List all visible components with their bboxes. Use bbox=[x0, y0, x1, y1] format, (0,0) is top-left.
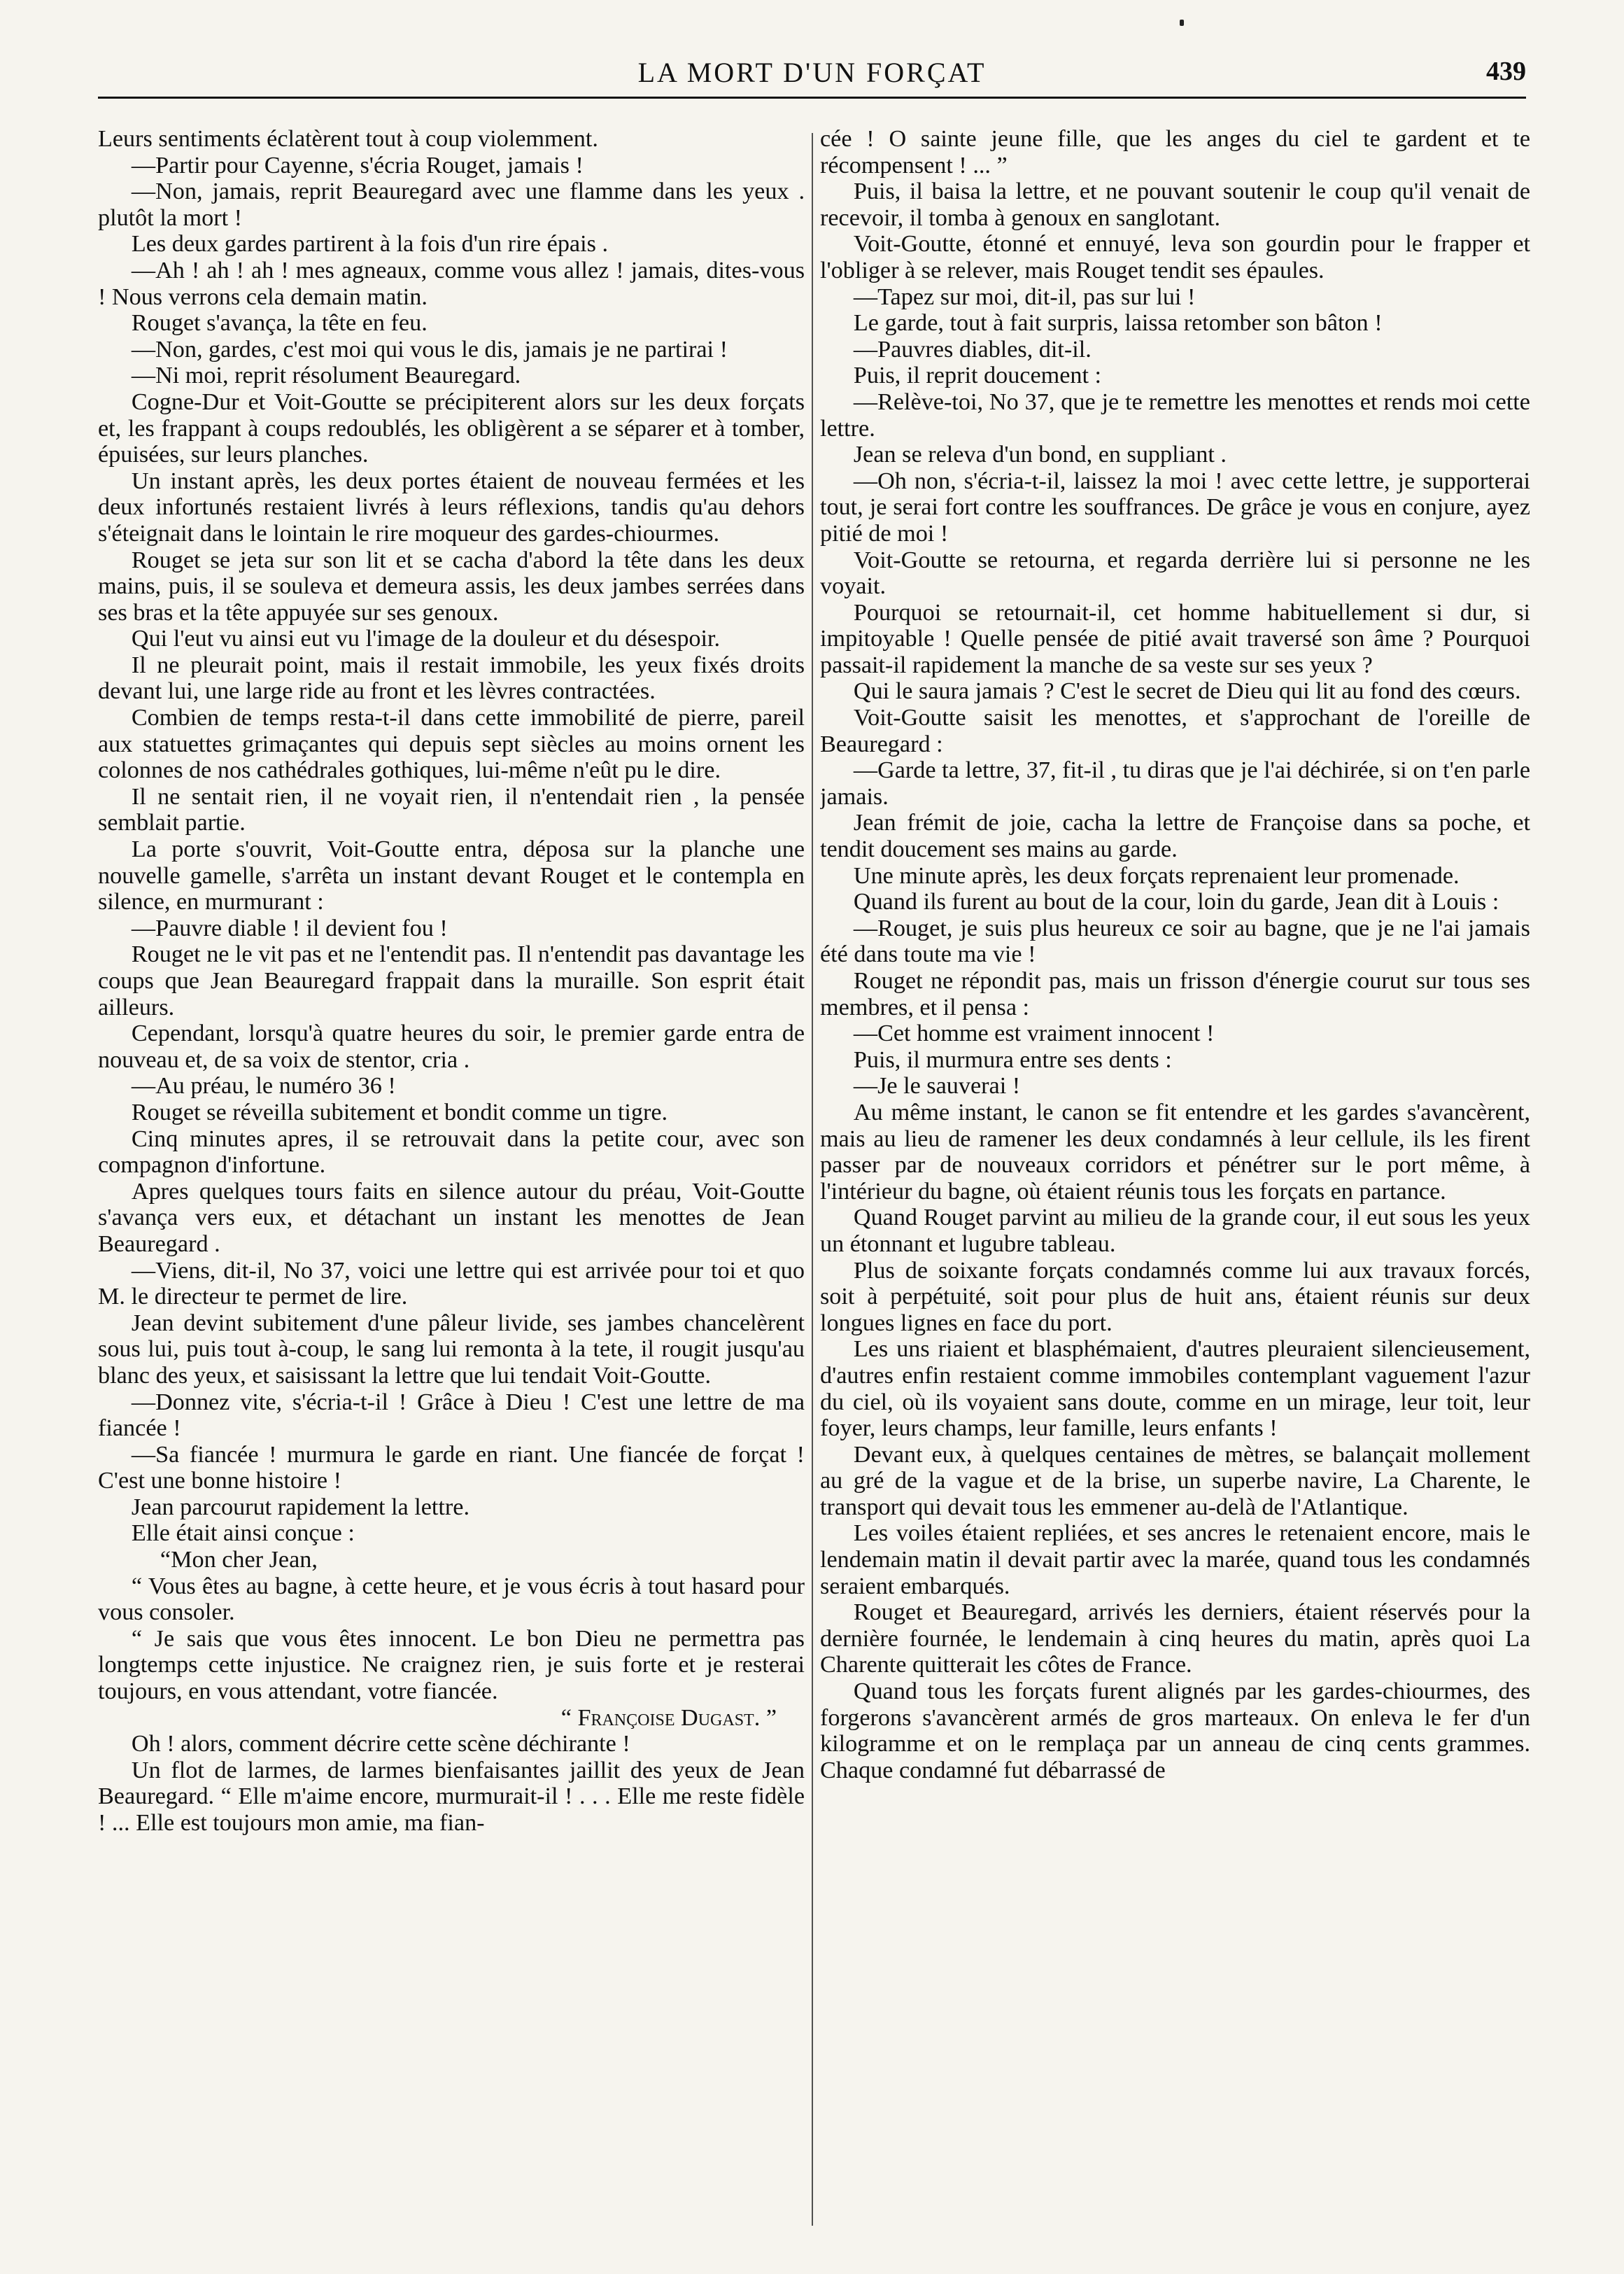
paragraph: Cinq minutes apres, il se retrouvait dans la petite cour, avec son compagnon d'infortune. bbox=[98, 1125, 805, 1179]
paragraph: —Ni moi, reprit résolument Beauregard. bbox=[131, 363, 521, 389]
paragraph: Le garde, tout à fait surpris, laissa retomber son bâton ! bbox=[853, 310, 1383, 337]
paragraph: Pourquoi se retournait-il, cet homme habituellement si dur, si impitoyable ! Quelle pensée de pitié avait traversé son âme ? Pourquoi passait-il rapidement la manche de sa veste sur ses yeux ? bbox=[820, 599, 1530, 678]
paragraph: Apres quelques tours faits en silence autour du préau, Voit-Goutte s'avança vers eux, et détachant un instant les menottes de Jean Beauregard . bbox=[98, 1178, 805, 1257]
paragraph: Rouget ne répondit pas, mais un frisson d'énergie courut sur tous ses membres, et il pensa : bbox=[820, 968, 1530, 1020]
paragraph: Quand tous les forçats furent alignés par les gardes-chiourmes, des forgerons s'avancèrent armés de gros marteaux. On enleva le fer d'un kilogramme et on le remplaça par un anneau de cinq cents grammes. Chaque condamné fut débarrassé de bbox=[820, 1678, 1530, 1783]
paragraph: Les deux gardes partirent à la fois d'un rire épais . bbox=[131, 231, 608, 258]
paragraph: Rouget ne le vit pas et ne l'entendit pas. Il n'entendit pas davantage les coups que Jean Beauregard frappait dans la muraille. Son esprit était ailleurs. bbox=[98, 941, 805, 1020]
paragraph: Rouget se jeta sur son lit et se cacha d'abord la tête dans les deux mains, puis, il se souleva et demeura assis, les deux jambes serrées dans ses bras et la tête appuyée sur ses genoux. bbox=[98, 547, 805, 626]
paragraph: Les voiles étaient repliées, et ses ancres le retenaient encore, mais le lendemain matin il devait partir avec la marée, quand tous les condamnés seraient embarqués. bbox=[820, 1520, 1530, 1599]
paragraph: —Partir pour Cayenne, s'écria Rouget, jamais ! bbox=[131, 152, 584, 178]
paragraph: “ Je sais que vous êtes innocent. Le bon Dieu ne permettra pas longtemps cette injustice. Ne craignez rien, je suis forte et je resterai toujours, en vous attendant, votre fiancée. bbox=[98, 1625, 805, 1705]
paragraph: Rouget et Beauregard, arrivés les derniers, étaient réservés pour la dernière fournée, le lendemain à cinq heures du matin, après quoi La Charente quitterait les côtes de France. bbox=[820, 1599, 1530, 1678]
paragraph: Un flot de larmes, de larmes bienfaisantes jaillit des yeux de Jean Beauregard. “ Elle m'aime encore, murmurait-il ! . . . Elle me reste fidèle ! ... Elle est toujours mon amie, ma fian- bbox=[98, 1757, 805, 1836]
paragraph: Oh ! alors, comment décrire cette scène déchirante ! bbox=[131, 1731, 630, 1757]
page-number: 439 bbox=[1486, 57, 1526, 86]
paragraph: Quand ils furent au bout de la cour, loin du garde, Jean dit à Louis : bbox=[853, 889, 1499, 915]
paragraph: —Ah ! ah ! ah ! mes agneaux, comme vous allez ! jamais, dites-vous ! Nous verrons cela demain matin. bbox=[98, 257, 805, 310]
paragraph: Plus de soixante forçats condamnés comme lui aux travaux forcés, soit à perpétuité, soit pour plus de huit ans, étaient réunis sur deux longues lignes en face du port. bbox=[820, 1257, 1530, 1336]
paragraph: Les uns riaient et blasphémaient, d'autres pleuraient silencieusement, d'autres enfin restaient comme immobiles contemplant vaguement l'azur du ciel, où ils voyaient sans doute, comme en un mirage, leur toit, leur foyer, leurs champs, leur famille, leurs enfants ! bbox=[820, 1336, 1530, 1442]
paragraph: Puis, il murmura entre ses dents : bbox=[853, 1046, 1172, 1073]
paragraph: Jean frémit de joie, cacha la lettre de Françoise dans sa poche, et tendit doucement ses mains au garde. bbox=[820, 810, 1530, 863]
paragraph: La porte s'ouvrit, Voit-Goutte entra, déposa sur la planche une nouvelle gamelle, s'arrêta un instant devant Rouget et le contempla en silence, en murmurant : bbox=[98, 836, 805, 915]
paragraph: —Sa fiancée ! murmura le garde en riant. Une fiancée de forçat ! C'est une bonne histoire ! bbox=[98, 1441, 805, 1494]
paragraph: “ Françoise Dugast. ” bbox=[560, 1704, 777, 1731]
paragraph: “ Vous êtes au bagne, à cette heure, et je vous écris à tout hasard pour vous consoler. bbox=[98, 1573, 805, 1626]
paragraph: —Au préau, le numéro 36 ! bbox=[131, 1073, 396, 1100]
paragraph: Il ne sentait rien, il ne voyait rien, il n'entendait rien , la pensée semblait partie. bbox=[98, 783, 805, 836]
print-speck bbox=[1180, 20, 1184, 26]
paragraph: —Pauvres diables, dit-il. bbox=[853, 336, 1092, 363]
paragraph: Cependant, lorsqu'à quatre heures du soir, le premier garde entra de nouveau et, de sa voix de stentor, cria . bbox=[98, 1020, 805, 1073]
paragraph: Jean se releva d'un bond, en suppliant . bbox=[853, 442, 1227, 468]
paragraph: —Donnez vite, s'écria-t-il ! Grâce à Dieu ! C'est une lettre de ma fiancée ! bbox=[98, 1389, 805, 1442]
paragraph: —Oh non, s'écria-t-il, laissez la moi ! avec cette lettre, je supporterai tout, je serai fort contre les souffrances. De grâce je vous en conjure, ayez pitié de moi ! bbox=[820, 468, 1530, 547]
paragraph: Voit-Goutte se retourna, et regarda derrière lui si personne ne les voyait. bbox=[820, 547, 1530, 600]
paragraph: “Mon cher Jean, bbox=[160, 1547, 318, 1573]
paragraph: Voit-Goutte, étonné et ennuyé, leva son gourdin pour le frapper et l'obliger à se relever, mais Rouget tendit ses épaules. bbox=[820, 231, 1530, 283]
paragraph: —Rouget, je suis plus heureux ce soir au bagne, que je ne l'ai jamais été dans toute ma vie ! bbox=[820, 915, 1530, 968]
paragraph: Elle était ainsi conçue : bbox=[131, 1520, 355, 1547]
paragraph: Jean devint subitement d'une pâleur livide, ses jambes chancelèrent sous lui, puis tout à-coup, le sang lui remonta à la tete, il rougit jusqu'au blanc des yeux, et saisissant la lettre que lui tendait Voit-Goutte. bbox=[98, 1310, 805, 1389]
paragraph: Jean parcourut rapidement la lettre. bbox=[131, 1494, 470, 1520]
left-column bbox=[98, 126, 805, 2250]
paragraph: cée ! O sainte jeune fille, que les anges du ciel te gardent et te récompensent ! ... ” bbox=[820, 126, 1530, 178]
paragraph: —Pauvre diable ! il devient fou ! bbox=[131, 915, 448, 941]
paragraph: Combien de temps resta-t-il dans cette immobilité de pierre, pareil aux statuettes grimaçantes qui depuis sept siècles au moins ornent les colonnes de nos cathédrales gothiques, lui-même n'eût pu le dire. bbox=[98, 705, 805, 784]
paragraph: —Relève-toi, No 37, que je te remettre les menottes et rends moi cette lettre. bbox=[820, 388, 1530, 442]
paragraph: —Tapez sur moi, dit-il, pas sur lui ! bbox=[853, 283, 1196, 310]
paragraph: Au même instant, le canon se fit entendre et les gardes s'avancèrent, mais au lieu de ramener les deux condamnés à leur cellule, ils les firent passer par de nouveaux corridors et pénétrer sur le port même, à l'intérieur du bagne, où étaient réunis tous les forçats en partance. bbox=[820, 1099, 1530, 1205]
paragraph: —Viens, dit-il, No 37, voici une lettre qui est arrivée pour toi et quo M. le directeur te permet de lire. bbox=[98, 1257, 805, 1310]
paragraph: Rouget s'avança, la tête en feu. bbox=[131, 310, 428, 337]
right-column bbox=[820, 126, 1530, 2250]
page-header bbox=[98, 55, 1526, 99]
running-title: LA MORT D'UN FORÇAT bbox=[637, 57, 987, 88]
paragraph: Une minute après, les deux forçats reprenaient leur promenade. bbox=[853, 862, 1460, 889]
paragraph: Devant eux, à quelques centaines de mètres, se balançait mollement au gré de la vague et de la brise, un superbe navire, La Charente, le transport qui devait tous les emmener au-delà de l'Atlantique. bbox=[820, 1441, 1530, 1520]
paragraph: Qui le saura jamais ? C'est le secret de Dieu qui lit au fond des cœurs. bbox=[853, 678, 1521, 705]
paragraph: Il ne pleurait point, mais il restait immobile, les yeux fixés droits devant lui, une large ride au front et les lèvres contractées. bbox=[98, 652, 805, 705]
paragraph: Qui l'eut vu ainsi eut vu l'image de la douleur et du désespoir. bbox=[131, 626, 721, 652]
paragraph: Puis, il baisa la lettre, et ne pouvant soutenir le coup qu'il venait de recevoir, il tomba à genoux en sanglotant. bbox=[820, 178, 1530, 231]
paragraph: —Cet homme est vraiment innocent ! bbox=[853, 1020, 1215, 1047]
paragraph: Un instant après, les deux portes étaient de nouveau fermées et les deux infortunés restaient livrés à leurs réflexions, tandis qu'au dehors s'éteignait dans le lointain le rire moqueur des gardes-chiourmes. bbox=[98, 468, 805, 547]
paragraph: Puis, il reprit doucement : bbox=[853, 363, 1102, 389]
paragraph: —Non, jamais, reprit Beauregard avec une flamme dans les yeux . plutôt la mort ! bbox=[98, 178, 805, 231]
paragraph: Rouget se réveilla subitement et bondit comme un tigre. bbox=[131, 1099, 668, 1125]
paragraph: Leurs sentiments éclatèrent tout à coup violemment. bbox=[98, 126, 598, 152]
paragraph: —Garde ta lettre, 37, fit-il , tu diras que je l'ai déchirée, si on t'en parle jamais. bbox=[820, 757, 1530, 810]
paragraph: —Non, gardes, c'est moi qui vous le dis, jamais je ne partirai ! bbox=[131, 336, 728, 363]
paragraph: —Je le sauverai ! bbox=[853, 1073, 1021, 1100]
paragraph: Cogne-Dur et Voit-Goutte se précipiterent alors sur les deux forçats et, les frappant à coups redoublés, les obligèrent a se séparer et à tomber, épuisées, sur leurs planches. bbox=[98, 388, 805, 468]
paragraph: Voit-Goutte saisit les menottes, et s'approchant de l'oreille de Beauregard : bbox=[820, 705, 1530, 757]
column-divider bbox=[812, 133, 813, 2226]
paragraph: Quand Rouget parvint au milieu de la grande cour, il eut sous les yeux un étonnant et lugubre tableau. bbox=[820, 1205, 1530, 1257]
